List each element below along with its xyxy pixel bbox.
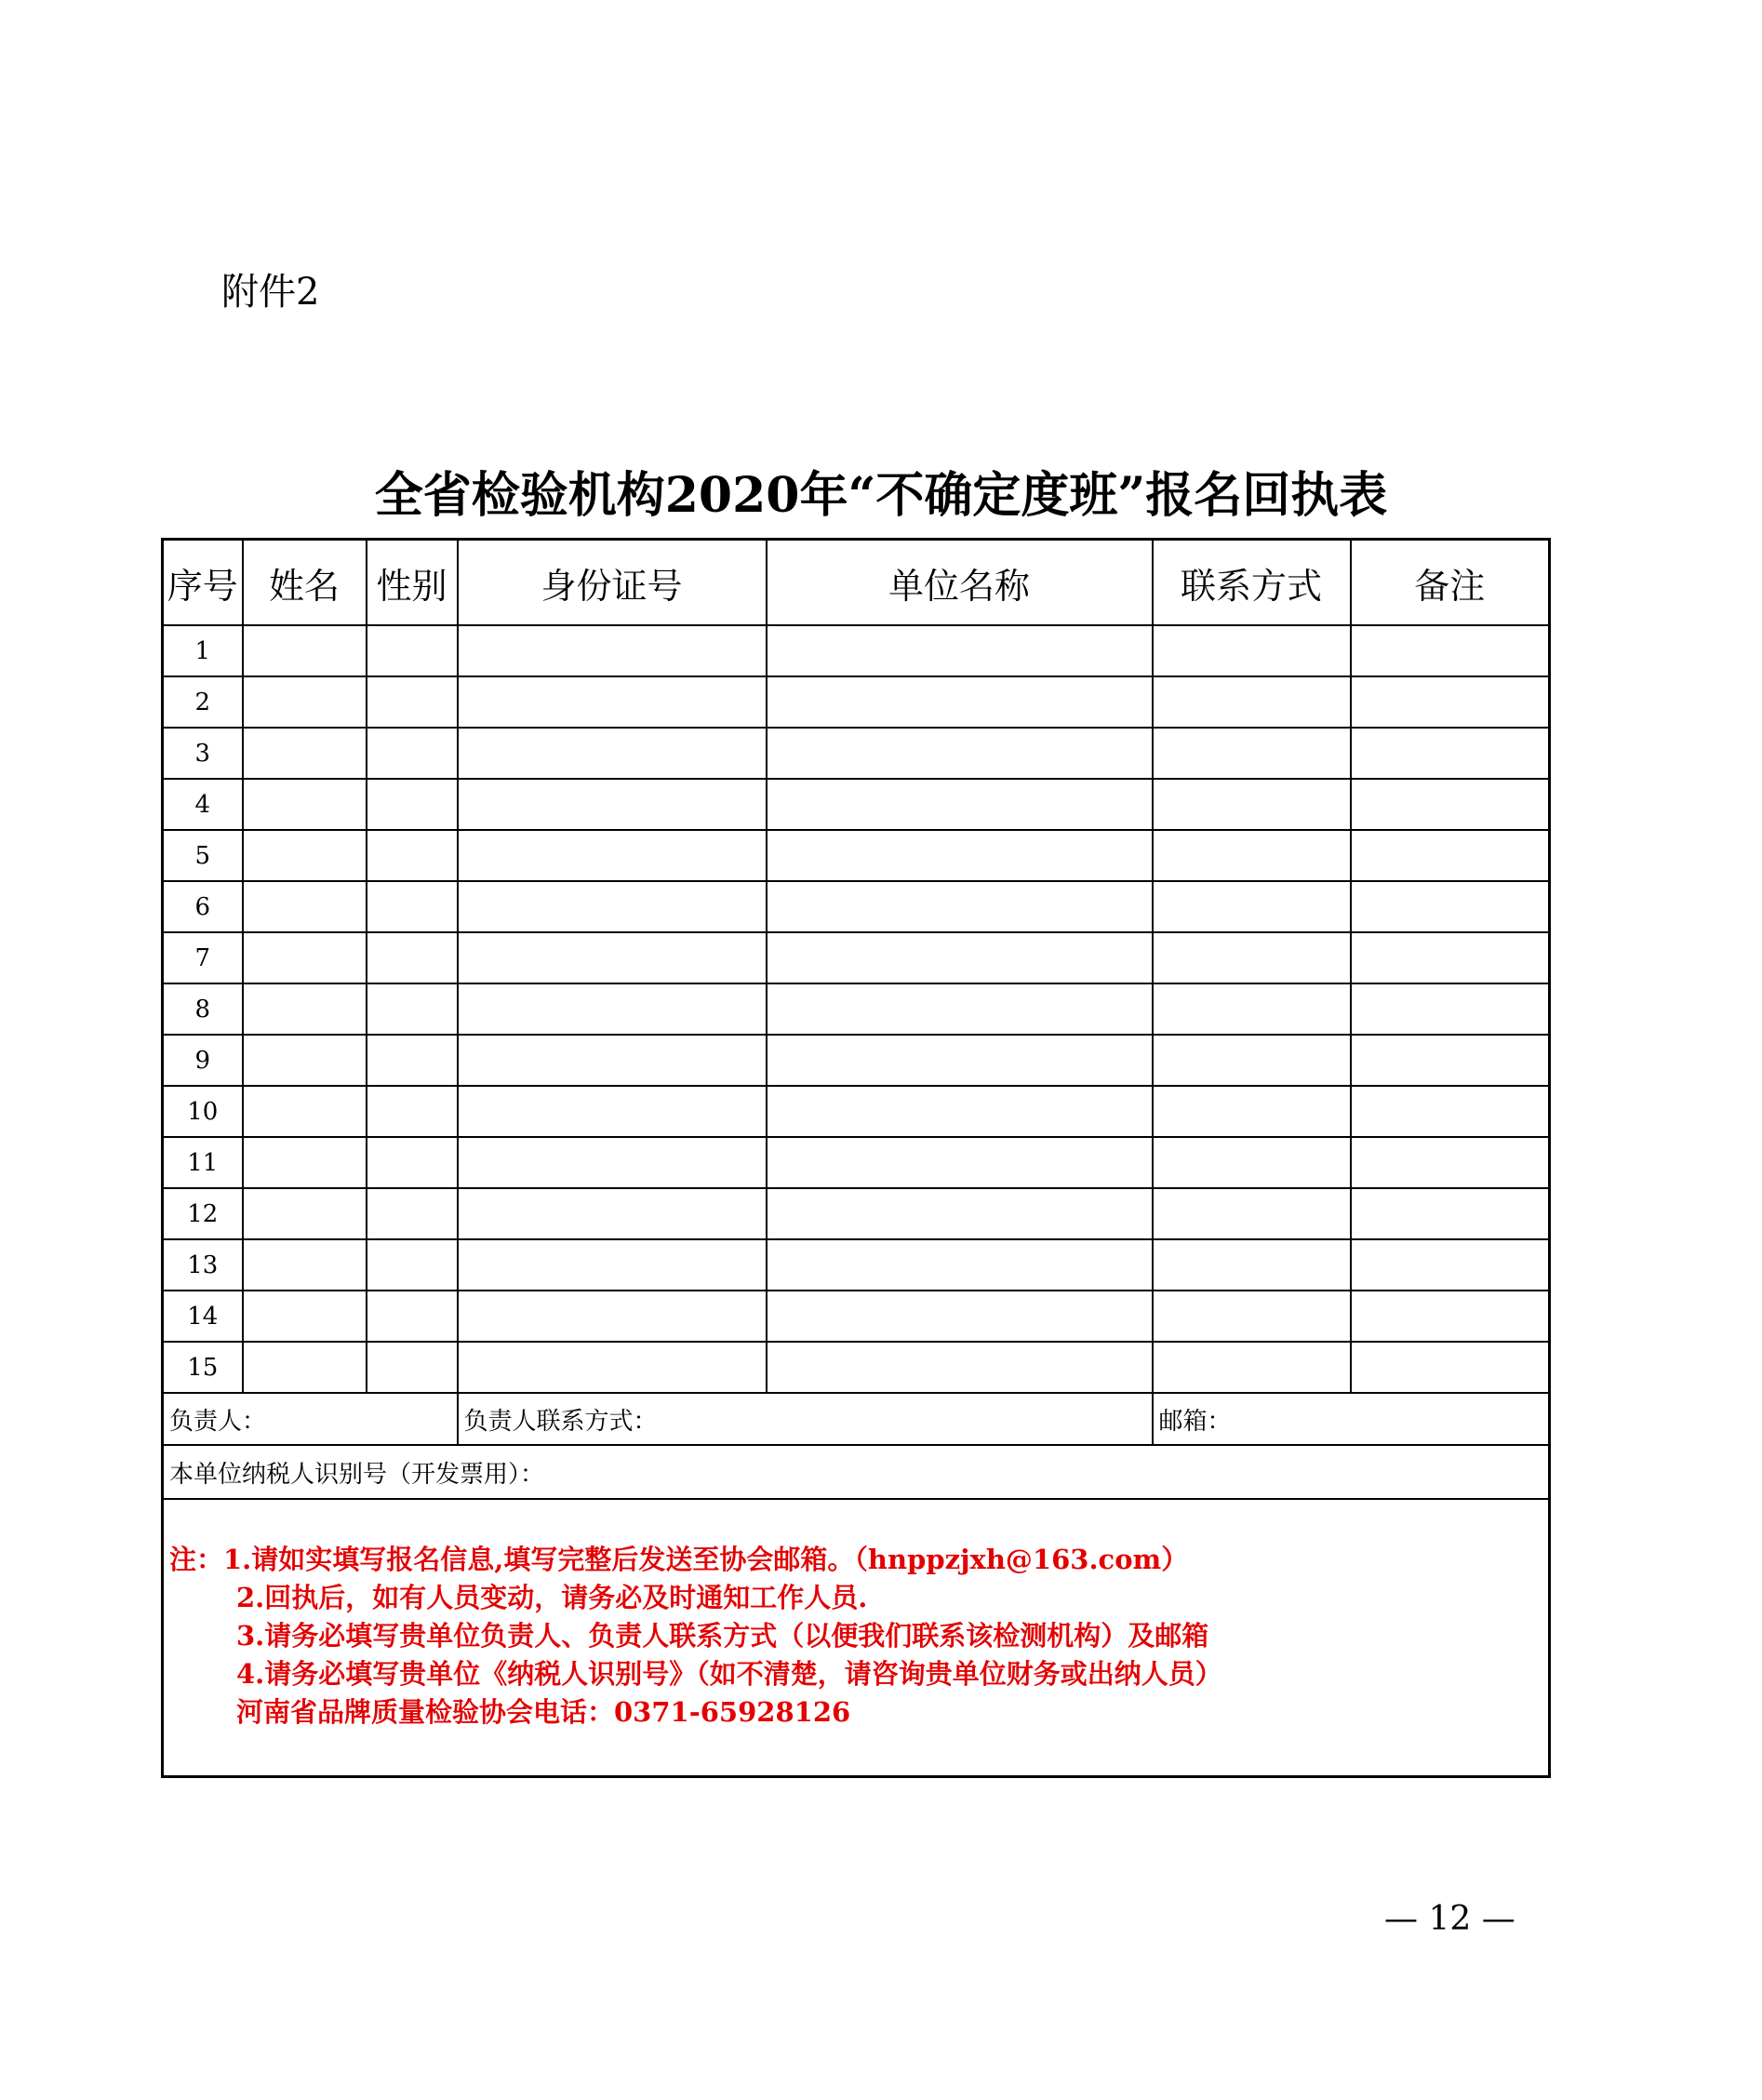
column-header-gender: 性别 — [367, 540, 458, 626]
table-body — [163, 625, 1550, 1393]
notes-row — [163, 1499, 1550, 1777]
contact-cell[interactable] — [1153, 1137, 1351, 1188]
row-number: 9 — [163, 1035, 243, 1086]
name-cell[interactable] — [243, 932, 367, 983]
table-row — [163, 1137, 1550, 1188]
id-number-cell[interactable] — [458, 728, 767, 779]
remarks-cell[interactable] — [1351, 1291, 1550, 1342]
row-number: 14 — [163, 1291, 243, 1342]
row-number: 2 — [163, 676, 243, 728]
organization-cell[interactable] — [767, 1137, 1153, 1188]
table-row — [163, 932, 1550, 983]
organization-cell[interactable] — [767, 1239, 1153, 1291]
organization-cell[interactable] — [767, 983, 1153, 1035]
contact-cell[interactable] — [1153, 1342, 1351, 1393]
name-cell[interactable] — [243, 625, 367, 676]
id-number-cell[interactable] — [458, 1086, 767, 1137]
name-cell[interactable] — [243, 881, 367, 932]
id-number-cell[interactable] — [458, 1137, 767, 1188]
name-cell[interactable] — [243, 1188, 367, 1239]
remarks-cell[interactable] — [1351, 779, 1550, 830]
row-number: 12 — [163, 1188, 243, 1239]
tax-id-row — [163, 1445, 1550, 1499]
row-number: 6 — [163, 881, 243, 932]
gender-cell[interactable] — [367, 1342, 458, 1393]
id-number-cell[interactable] — [458, 983, 767, 1035]
row-number: 15 — [163, 1342, 243, 1393]
table-header-row — [163, 540, 1550, 626]
remarks-cell[interactable] — [1351, 676, 1550, 728]
name-cell[interactable] — [243, 779, 367, 830]
contact-cell[interactable] — [1153, 1239, 1351, 1291]
organization-cell[interactable] — [767, 1035, 1153, 1086]
column-header-organization: 单位名称 — [767, 540, 1153, 626]
column-header-id-number: 身份证号 — [458, 540, 767, 626]
table-row — [163, 1086, 1550, 1137]
table-row — [163, 830, 1550, 881]
table-row — [163, 1239, 1550, 1291]
name-cell[interactable] — [243, 1035, 367, 1086]
contact-cell[interactable] — [1153, 676, 1351, 728]
gender-cell[interactable] — [367, 779, 458, 830]
table-row — [163, 1342, 1550, 1393]
organization-cell[interactable] — [767, 1291, 1153, 1342]
gender-cell[interactable] — [367, 1291, 458, 1342]
table-row — [163, 1035, 1550, 1086]
id-number-cell[interactable] — [458, 779, 767, 830]
id-number-cell[interactable] — [458, 676, 767, 728]
contact-cell[interactable] — [1153, 830, 1351, 881]
gender-cell[interactable] — [367, 932, 458, 983]
note-line-4: 4.请务必填写贵单位《纳税人识别号》（如不清楚，请咨询贵单位财务或出纳人员） — [236, 1658, 1222, 1690]
attachment-label: 附件2 — [221, 271, 320, 314]
id-number-cell[interactable] — [458, 1188, 767, 1239]
responsible-contact-field[interactable]: 负责人联系方式： — [458, 1393, 1153, 1445]
column-header-seq: 序号 — [163, 540, 243, 626]
row-number: 11 — [163, 1137, 243, 1188]
contact-cell[interactable] — [1153, 881, 1351, 932]
organization-cell[interactable] — [767, 1342, 1153, 1393]
remarks-cell[interactable] — [1351, 1086, 1550, 1137]
id-number-cell[interactable] — [458, 1239, 767, 1291]
table-row — [163, 1291, 1550, 1342]
gender-cell[interactable] — [367, 1239, 458, 1291]
table-row — [163, 1188, 1550, 1239]
remarks-cell[interactable] — [1351, 932, 1550, 983]
contact-cell[interactable] — [1153, 932, 1351, 983]
organization-cell[interactable] — [767, 625, 1153, 676]
contact-cell[interactable] — [1153, 779, 1351, 830]
id-number-cell[interactable] — [458, 932, 767, 983]
notes-box — [164, 1500, 1548, 1732]
row-number: 10 — [163, 1086, 243, 1137]
gender-cell[interactable] — [367, 728, 458, 779]
column-header-contact: 联系方式 — [1153, 540, 1351, 626]
document-title: 全省检验机构2020年“不确定度班”报名回执表 — [374, 467, 1388, 524]
organization-cell[interactable] — [767, 830, 1153, 881]
contact-row — [163, 1393, 1550, 1445]
contact-cell[interactable] — [1153, 1035, 1351, 1086]
remarks-cell[interactable] — [1351, 830, 1550, 881]
contact-cell[interactable] — [1153, 1086, 1351, 1137]
notes-cell — [163, 1499, 1550, 1777]
gender-cell[interactable] — [367, 1188, 458, 1239]
remarks-cell[interactable] — [1351, 728, 1550, 779]
contact-cell[interactable] — [1153, 983, 1351, 1035]
name-cell[interactable] — [243, 1239, 367, 1291]
contact-cell[interactable] — [1153, 625, 1351, 676]
gender-cell[interactable] — [367, 1137, 458, 1188]
remarks-cell[interactable] — [1351, 625, 1550, 676]
row-number: 3 — [163, 728, 243, 779]
tax-id-field[interactable]: 本单位纳税人识别号（开发票用）： — [163, 1445, 1550, 1499]
contact-cell[interactable] — [1153, 1188, 1351, 1239]
remarks-cell[interactable] — [1351, 1137, 1550, 1188]
table-row — [163, 779, 1550, 830]
organization-cell[interactable] — [767, 1188, 1153, 1239]
name-cell[interactable] — [243, 1137, 367, 1188]
note-line-3: 3.请务必填写贵单位负责人、负责人联系方式（以便我们联系该检测机构）及邮箱 — [236, 1620, 1209, 1652]
row-number: 8 — [163, 983, 243, 1035]
name-cell[interactable] — [243, 983, 367, 1035]
remarks-cell[interactable] — [1351, 881, 1550, 932]
row-number: 4 — [163, 779, 243, 830]
name-cell[interactable] — [243, 1342, 367, 1393]
name-cell[interactable] — [243, 676, 367, 728]
id-number-cell[interactable] — [458, 1342, 767, 1393]
contact-cell[interactable] — [1153, 728, 1351, 779]
remarks-cell[interactable] — [1351, 1188, 1550, 1239]
gender-cell[interactable] — [367, 1035, 458, 1086]
remarks-cell[interactable] — [1351, 1239, 1550, 1291]
row-number: 1 — [163, 625, 243, 676]
row-number: 7 — [163, 932, 243, 983]
organization-cell[interactable] — [767, 728, 1153, 779]
registration-table — [161, 538, 1551, 1778]
table-row — [163, 625, 1550, 676]
gender-cell[interactable] — [367, 983, 458, 1035]
remarks-cell[interactable] — [1351, 983, 1550, 1035]
id-number-cell[interactable] — [458, 625, 767, 676]
table-row — [163, 881, 1550, 932]
table-row — [163, 983, 1550, 1035]
responsible-person-field[interactable]: 负责人： — [163, 1393, 458, 1445]
column-header-name: 姓名 — [243, 540, 367, 626]
name-cell[interactable] — [243, 1086, 367, 1137]
row-number: 13 — [163, 1239, 243, 1291]
note-line-5: 河南省品牌质量检验协会电话：0371-65928126 — [236, 1696, 851, 1728]
id-number-cell[interactable] — [458, 1291, 767, 1342]
gender-cell[interactable] — [367, 676, 458, 728]
column-header-remarks: 备注 — [1351, 540, 1550, 626]
remarks-cell[interactable] — [1351, 1035, 1550, 1086]
remarks-cell[interactable] — [1351, 1342, 1550, 1393]
id-number-cell[interactable] — [458, 1035, 767, 1086]
gender-cell[interactable] — [367, 625, 458, 676]
row-number: 5 — [163, 830, 243, 881]
organization-cell[interactable] — [767, 779, 1153, 830]
email-field[interactable]: 邮箱： — [1153, 1393, 1550, 1445]
table-row — [163, 728, 1550, 779]
contact-cell[interactable] — [1153, 1291, 1351, 1342]
id-number-cell[interactable] — [458, 881, 767, 932]
name-cell[interactable] — [243, 728, 367, 779]
organization-cell[interactable] — [767, 676, 1153, 728]
note-line-1: 注：1.请如实填写报名信息,填写完整后发送至协会邮箱。（hnppzjxh@163.com） — [169, 1544, 1189, 1575]
organization-cell[interactable] — [767, 881, 1153, 932]
page-number: — 12 — — [1384, 1900, 1515, 1938]
gender-cell[interactable] — [367, 830, 458, 881]
note-line-2: 2.回执后，如有人员变动，请务必及时通知工作人员. — [236, 1582, 868, 1613]
table-row — [163, 676, 1550, 728]
gender-cell[interactable] — [367, 1086, 458, 1137]
name-cell[interactable] — [243, 830, 367, 881]
id-number-cell[interactable] — [458, 830, 767, 881]
name-cell[interactable] — [243, 1291, 367, 1342]
organization-cell[interactable] — [767, 932, 1153, 983]
gender-cell[interactable] — [367, 881, 458, 932]
organization-cell[interactable] — [767, 1086, 1153, 1137]
